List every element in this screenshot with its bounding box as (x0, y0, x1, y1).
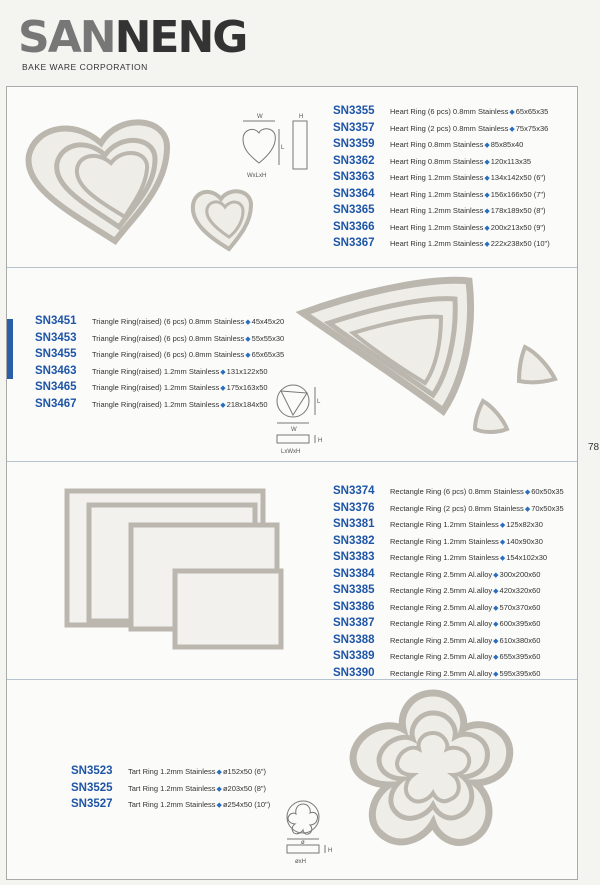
product-row (71, 798, 270, 815)
product-code: SN3382 (333, 534, 375, 547)
product-description: Rectangle Ring 2.5mm Al.alloy (390, 586, 493, 595)
product-row (333, 105, 550, 122)
product-dimensions: ø254x50 (10") (222, 800, 271, 809)
diamond-bullet-icon: ◆ (220, 385, 226, 392)
product-row (35, 315, 284, 332)
product-description: Triangle Ring(raised) 1.2mm Stainless (92, 366, 220, 376)
diamond-bullet-icon: ◆ (509, 125, 515, 133)
product-row (333, 568, 564, 585)
diamond-bullet-icon: ◆ (493, 621, 499, 628)
product-dimensions: 120x113x35 (490, 156, 532, 166)
product-description: Heart Ring 1.2mm Stainless (390, 239, 484, 248)
product-code: SN3383 (333, 551, 375, 563)
product-code: SN3385 (333, 584, 375, 596)
product-dimensions: 140x90x30 (506, 536, 543, 546)
product-description: Heart Ring 0.8mm Stainless (390, 156, 484, 166)
product-description: Heart Ring 0.8mm Stainless (390, 140, 484, 149)
product-description: Triangle Ring(raised) (6 pcs) 0.8mm Stainless (92, 350, 245, 359)
product-description: Heart Ring 1.2mm Stainless (390, 206, 484, 215)
product-row (333, 584, 564, 601)
product-description: Rectangle Ring (2 pcs) 0.8mm Stainless (390, 503, 524, 513)
product-code: SN3365 (333, 204, 375, 216)
product-dimensions: 60x50x35 (531, 487, 564, 496)
product-row (333, 221, 550, 238)
diamond-bullet-icon: ◆ (245, 319, 251, 326)
product-code: SN3355 (333, 105, 375, 117)
flower-diagram-caption: øxH (295, 859, 306, 865)
product-row (35, 398, 284, 415)
product-dimensions: 595x395x60 (499, 668, 541, 678)
triangle-diagram-h-label: H (318, 438, 323, 444)
product-dimensions: 655x395x60 (499, 652, 541, 661)
product-row (333, 155, 550, 172)
product-code: SN3525 (71, 781, 113, 794)
brand-subtitle: BAKE WARE CORPORATION (22, 62, 148, 72)
product-code: SN3367 (333, 237, 375, 249)
diamond-bullet-icon: ◆ (220, 401, 226, 409)
triangle-ring-list (35, 315, 284, 414)
brand-name-dark: NENG (114, 12, 247, 63)
product-dimensions: 218x184x50 (226, 399, 268, 409)
tart-ring-list (71, 765, 270, 815)
product-code: SN3388 (333, 633, 375, 646)
product-row (333, 171, 550, 188)
flower-dimension-diagram (279, 795, 359, 875)
product-description: Tart Ring 1.2mm Stainless (128, 800, 216, 809)
product-dimensions: 45x45x20 (251, 317, 285, 326)
product-code: SN3451 (35, 315, 77, 327)
diamond-bullet-icon: ◆ (484, 208, 490, 215)
product-code: SN3364 (333, 187, 375, 200)
product-dimensions: 300x200x60 (499, 569, 541, 579)
product-dimensions: 85x85x40 (490, 140, 524, 149)
product-description: Rectangle Ring 2.5mm Al.alloy (390, 652, 493, 661)
product-code: SN3374 (333, 485, 375, 497)
product-dimensions: 200x213x50 (9") (490, 222, 546, 232)
product-dimensions: 420x320x60 (499, 586, 541, 595)
product-dimensions: ø152x50 (6") (222, 767, 267, 776)
diamond-bullet-icon: ◆ (216, 769, 222, 776)
product-dimensions: 65x65x35 (251, 350, 285, 359)
diamond-bullet-icon: ◆ (245, 352, 251, 359)
product-description: Triangle Ring(raised) (6 pcs) 0.8mm Stainless (92, 317, 245, 326)
product-description: Tart Ring 1.2mm Stainless (128, 767, 216, 776)
rectangle-ring-list (333, 485, 564, 683)
product-row (35, 348, 284, 365)
triangle-dimension-diagram (269, 379, 349, 459)
diamond-bullet-icon: ◆ (499, 555, 506, 562)
diamond-bullet-icon: ◆ (484, 224, 490, 232)
product-description: Rectangle Ring 2.5mm Al.alloy (390, 635, 493, 645)
product-row (333, 650, 564, 667)
diamond-bullet-icon: ◆ (493, 637, 499, 645)
rectangle-rings-photo (61, 485, 291, 655)
heart-diagram-w-label: W (257, 114, 263, 120)
flower-diagram-h-label: H (328, 848, 333, 854)
diamond-bullet-icon: ◆ (484, 175, 490, 182)
product-row (333, 518, 564, 535)
product-description: Rectangle Ring 2.5mm Al.alloy (390, 668, 493, 678)
heart-diagram-l-label: L (281, 145, 285, 151)
page-number: 78 (588, 442, 600, 453)
section-divider (7, 461, 577, 462)
product-code: SN3363 (333, 171, 375, 183)
product-row (333, 138, 550, 155)
diamond-bullet-icon: ◆ (493, 670, 499, 678)
product-row (71, 782, 270, 799)
product-row (333, 617, 564, 634)
product-dimensions: 131x122x50 (226, 366, 268, 376)
product-description: Tart Ring 1.2mm Stainless (128, 783, 216, 793)
diamond-bullet-icon: ◆ (493, 571, 499, 579)
product-row (333, 122, 550, 139)
product-row (333, 667, 564, 684)
product-description: Heart Ring 1.2mm Stainless (390, 189, 484, 199)
product-row (71, 765, 270, 782)
product-code: SN3359 (333, 138, 375, 150)
product-row (35, 365, 284, 382)
diamond-bullet-icon: ◆ (493, 588, 499, 595)
product-code: SN3527 (71, 798, 113, 810)
product-code: SN3386 (333, 600, 375, 613)
product-dimensions: 570x370x60 (499, 602, 541, 612)
product-description: Rectangle Ring 2.5mm Al.alloy (390, 569, 493, 579)
diamond-bullet-icon: ◆ (216, 802, 222, 809)
product-row (333, 502, 564, 519)
product-dimensions: 154x102x30 (506, 553, 548, 562)
diamond-bullet-icon: ◆ (484, 191, 490, 199)
product-code: SN3387 (333, 617, 375, 629)
product-code: SN3357 (333, 121, 375, 134)
product-dimensions: 70x50x35 (531, 503, 564, 513)
product-code: SN3366 (333, 220, 375, 233)
product-description: Rectangle Ring 1.2mm Stainless (390, 553, 499, 562)
diamond-bullet-icon: ◆ (484, 142, 490, 149)
product-description: Rectangle Ring 2.5mm Al.alloy (390, 619, 493, 628)
product-dimensions: 222x238x50 (10") (490, 239, 550, 248)
product-row (333, 551, 564, 568)
product-row (333, 204, 550, 221)
product-code: SN3455 (35, 348, 77, 360)
product-description: Heart Ring 1.2mm Stainless (390, 222, 484, 232)
brand-logo (18, 12, 247, 72)
product-row (333, 485, 564, 502)
diamond-bullet-icon: ◆ (220, 368, 226, 376)
product-dimensions: ø203x50 (8") (222, 783, 267, 793)
heart-dimension-diagram (235, 109, 325, 181)
diamond-bullet-icon: ◆ (216, 785, 222, 793)
product-code: SN3523 (71, 765, 113, 777)
product-row (35, 332, 284, 349)
product-dimensions: 55x55x30 (251, 333, 285, 343)
product-dimensions: 125x82x30 (506, 520, 543, 529)
diamond-bullet-icon: ◆ (499, 522, 506, 529)
product-dimensions: 600x395x60 (499, 619, 541, 628)
product-dimensions: 175x163x50 (226, 383, 268, 392)
product-dimensions: 610x380x60 (499, 635, 541, 645)
product-description: Rectangle Ring 1.2mm Stainless (390, 536, 499, 546)
product-code: SN3463 (35, 364, 77, 377)
diamond-bullet-icon: ◆ (484, 241, 490, 248)
product-code: SN3384 (333, 567, 375, 580)
product-dimensions: 178x189x50 (8") (490, 206, 546, 215)
triangle-diagram-w-label: W (291, 427, 297, 433)
heart-ring-list (333, 105, 550, 254)
side-tab-marker (7, 319, 13, 379)
product-code: SN3467 (35, 397, 77, 410)
diamond-bullet-icon: ◆ (524, 489, 531, 496)
product-code: SN3453 (35, 331, 77, 344)
product-description: Triangle Ring(raised) (6 pcs) 0.8mm Stainless (92, 333, 245, 343)
product-row (333, 237, 550, 254)
catalog-frame (6, 86, 578, 880)
product-row (333, 535, 564, 552)
product-description: Heart Ring (2 pcs) 0.8mm Stainless (390, 123, 509, 133)
product-row (35, 381, 284, 398)
diamond-bullet-icon: ◆ (499, 538, 506, 546)
product-code: SN3465 (35, 381, 77, 393)
product-code: SN3390 (333, 666, 375, 679)
product-code: SN3381 (333, 518, 375, 530)
diamond-bullet-icon: ◆ (493, 654, 499, 661)
product-dimensions: 65x65x35 (515, 107, 549, 116)
triangle-diagram-l-label: L (317, 399, 321, 405)
brand-name-light: SAN (18, 12, 115, 63)
brand-name (18, 12, 247, 63)
diamond-bullet-icon: ◆ (509, 109, 515, 116)
section-divider (7, 267, 577, 268)
product-description: Rectangle Ring 2.5mm Al.alloy (390, 602, 493, 612)
product-row (333, 188, 550, 205)
triangle-diagram-caption: LxWxH (281, 449, 301, 455)
product-dimensions: 134x142x50 (6") (490, 173, 546, 182)
product-code: SN3362 (333, 154, 375, 167)
product-description: Triangle Ring(raised) 1.2mm Stainless (92, 383, 220, 392)
product-dimensions: 75x75x36 (515, 123, 549, 133)
product-code: SN3389 (333, 650, 375, 662)
product-description: Rectangle Ring (6 pcs) 0.8mm Stainless (390, 487, 524, 496)
product-description: Heart Ring (6 pcs) 0.8mm Stainless (390, 107, 509, 116)
diamond-bullet-icon: ◆ (484, 158, 490, 166)
product-description: Heart Ring 1.2mm Stainless (390, 173, 484, 182)
flower-tart-rings-photo (333, 687, 533, 873)
product-row (333, 634, 564, 651)
product-description: Triangle Ring(raised) 1.2mm Stainless (92, 399, 220, 409)
diamond-bullet-icon: ◆ (245, 335, 251, 343)
heart-diagram-h-label: H (299, 114, 304, 120)
product-description: Rectangle Ring 1.2mm Stainless (390, 520, 499, 529)
product-code: SN3376 (333, 501, 375, 514)
diamond-bullet-icon: ◆ (493, 604, 499, 612)
diamond-bullet-icon: ◆ (524, 505, 531, 513)
flower-diagram-d-label: ø (301, 840, 305, 846)
product-row (333, 601, 564, 618)
heart-diagram-caption: WxLxH (247, 173, 267, 179)
product-dimensions: 156x166x50 (7") (490, 189, 546, 199)
